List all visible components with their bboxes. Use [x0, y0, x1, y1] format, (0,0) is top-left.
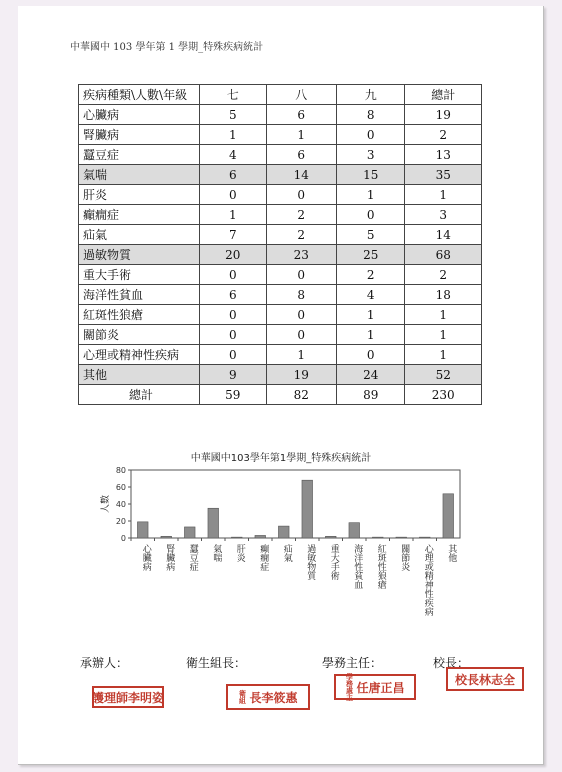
principal-label: 校長：: [433, 656, 470, 670]
grade-8-cell: 6: [266, 145, 336, 165]
total-cell: 35: [405, 165, 482, 185]
grade-9-cell: 15: [336, 165, 404, 185]
grand-total-sum: 230: [405, 385, 482, 405]
disease-name-cell: 心臟病: [79, 105, 200, 125]
disease-name-cell: 蠶豆症: [79, 145, 200, 165]
health-leader-label: 衛生組長：: [186, 656, 247, 670]
disease-name-cell: 疝氣: [79, 225, 200, 245]
grade-9-cell: 1: [336, 305, 404, 325]
grade-8-cell: 8: [266, 285, 336, 305]
header-cell: 八: [266, 85, 336, 105]
total-cell: 2: [405, 265, 482, 285]
bar-3: [208, 508, 219, 538]
grade-9-cell: 0: [336, 125, 404, 145]
grand-total-grade-8: 82: [266, 385, 336, 405]
bar-6: [278, 526, 289, 538]
document-title: 中華國中 103 學年第 1 學期_特殊疾病統計: [70, 42, 264, 53]
grade-7-cell: 0: [200, 305, 267, 325]
x-tick-label: 過敏物質: [305, 544, 316, 580]
health-leader-stamp: [226, 684, 310, 710]
total-cell: 19: [405, 105, 482, 125]
organizer-stamp: [92, 686, 164, 708]
grade-8-cell: 19: [266, 365, 336, 385]
disease-name-cell: 過敏物質: [79, 245, 200, 265]
grade-7-cell: 20: [200, 245, 267, 265]
total-cell: 68: [405, 245, 482, 265]
x-tick-label: 蠶豆症: [187, 544, 198, 571]
grade-7-cell: 0: [200, 185, 267, 205]
total-cell: 2: [405, 125, 482, 145]
disease-name-cell: 癲癇症: [79, 205, 200, 225]
grade-9-cell: 1: [336, 325, 404, 345]
chart-title: 中華國中103學年第1學期_特殊疾病統計: [190, 453, 372, 464]
y-tick-label: 80: [115, 466, 126, 475]
x-tick-label: 肝炎: [234, 544, 245, 562]
disease-name-cell: 關節炎: [79, 325, 200, 345]
y-tick-label: 60: [115, 483, 126, 492]
grade-7-cell: 6: [200, 285, 267, 305]
x-tick-label: 關節炎: [399, 544, 410, 571]
principal-stamp-text: 校長林志全: [454, 672, 515, 687]
grade-7-cell: 7: [200, 225, 267, 245]
grade-8-cell: 0: [266, 305, 336, 325]
grade-9-cell: 8: [336, 105, 404, 125]
total-cell: 1: [405, 345, 482, 365]
bar-13: [443, 494, 454, 538]
disease-name-cell: 氣喘: [79, 165, 200, 185]
principal-stamp: [446, 667, 524, 691]
grade-7-cell: 1: [200, 125, 267, 145]
organizer-stamp-text: 護理師李明姿: [92, 690, 165, 705]
disease-name-cell: 腎臟病: [79, 125, 200, 145]
grade-9-cell: 1: [336, 185, 404, 205]
total-cell: 18: [405, 285, 482, 305]
total-cell: 13: [405, 145, 482, 165]
organizer-label: 承辦人：: [80, 656, 129, 670]
grade-8-cell: 1: [266, 125, 336, 145]
bar-9: [349, 523, 360, 538]
grade-7-cell: 9: [200, 365, 267, 385]
grade-7-cell: 5: [200, 105, 267, 125]
health-leader-stamp-text: 長李筱惠: [249, 690, 298, 705]
grade-9-cell: 3: [336, 145, 404, 165]
grand-total-grade-9: 89: [336, 385, 404, 405]
health-leader-stamp-prefix: 衛組: [238, 690, 247, 704]
y-tick-label: 0: [120, 534, 126, 543]
y-tick-label: 40: [115, 500, 126, 509]
total-cell: 52: [405, 365, 482, 385]
total-cell: 1: [405, 185, 482, 205]
bar-1: [161, 536, 172, 538]
grade-9-cell: 0: [336, 345, 404, 365]
academic-director-stamp: [334, 674, 416, 700]
bar-7: [302, 480, 313, 538]
grade-7-cell: 6: [200, 165, 267, 185]
total-cell: 1: [405, 305, 482, 325]
grand-total-label: 總計: [79, 385, 200, 405]
disease-name-cell: 海洋性貧血: [79, 285, 200, 305]
disease-name-cell: 肝炎: [79, 185, 200, 205]
bar-5: [255, 535, 266, 538]
academic-stamp-prefix: 學務處主: [345, 673, 354, 701]
plot-area: [131, 470, 460, 538]
grade-9-cell: 24: [336, 365, 404, 385]
grade-8-cell: 23: [266, 245, 336, 265]
x-tick-label: 氣喘: [211, 544, 222, 562]
bar-0: [137, 522, 148, 538]
grade-8-cell: 6: [266, 105, 336, 125]
grade-8-cell: 0: [266, 185, 336, 205]
x-tick-label: 腎臟病: [164, 544, 175, 571]
grade-9-cell: 25: [336, 245, 404, 265]
bar-4: [231, 537, 242, 538]
academic-stamp-text: 任唐正昌: [356, 680, 405, 695]
grade-9-cell: 5: [336, 225, 404, 245]
total-cell: 3: [405, 205, 482, 225]
grade-8-cell: 0: [266, 265, 336, 285]
y-axis-label: 人數: [101, 494, 111, 514]
grade-8-cell: 14: [266, 165, 336, 185]
header-cell: 九: [336, 85, 404, 105]
grade-7-cell: 4: [200, 145, 267, 165]
grade-9-cell: 2: [336, 265, 404, 285]
header-cell: 疾病種類\人數\年級: [79, 85, 200, 105]
grade-8-cell: 2: [266, 225, 336, 245]
bar-8: [325, 536, 336, 538]
disease-name-cell: 重大手術: [79, 265, 200, 285]
y-tick-label: 20: [115, 517, 126, 526]
grand-total-grade-7: 59: [200, 385, 267, 405]
x-tick-label: 其他: [446, 544, 457, 562]
total-cell: 14: [405, 225, 482, 245]
header-cell: 總計: [405, 85, 482, 105]
bar-11: [396, 537, 407, 538]
x-tick-label: 海洋性貧血: [352, 544, 363, 589]
grade-8-cell: 0: [266, 325, 336, 345]
grade-9-cell: 4: [336, 285, 404, 305]
bar-10: [372, 537, 383, 538]
disease-name-cell: 其他: [79, 365, 200, 385]
disease-name-cell: 心理或精神性疾病: [79, 345, 200, 365]
grade-8-cell: 2: [266, 205, 336, 225]
x-tick-label: 心臟病: [140, 544, 151, 571]
bar-2: [184, 527, 195, 538]
bar-12: [419, 537, 430, 538]
total-cell: 1: [405, 325, 482, 345]
academic-director-label: 學務主任：: [322, 656, 383, 670]
grade-7-cell: 0: [200, 345, 267, 365]
x-tick-label: 紅斑性狼瘡: [375, 544, 386, 589]
grade-8-cell: 1: [266, 345, 336, 365]
x-tick-label: 重大手術: [328, 544, 339, 580]
grade-9-cell: 0: [336, 205, 404, 225]
header-cell: 七: [200, 85, 267, 105]
grade-7-cell: 1: [200, 205, 267, 225]
x-tick-label: 疝氣: [281, 544, 292, 562]
disease-name-cell: 紅斑性狼瘡: [79, 305, 200, 325]
x-tick-label: 心理或精神性疾病: [422, 544, 433, 616]
x-tick-label: 癲癇症: [258, 544, 269, 571]
grade-7-cell: 0: [200, 265, 267, 285]
grade-7-cell: 0: [200, 325, 267, 345]
